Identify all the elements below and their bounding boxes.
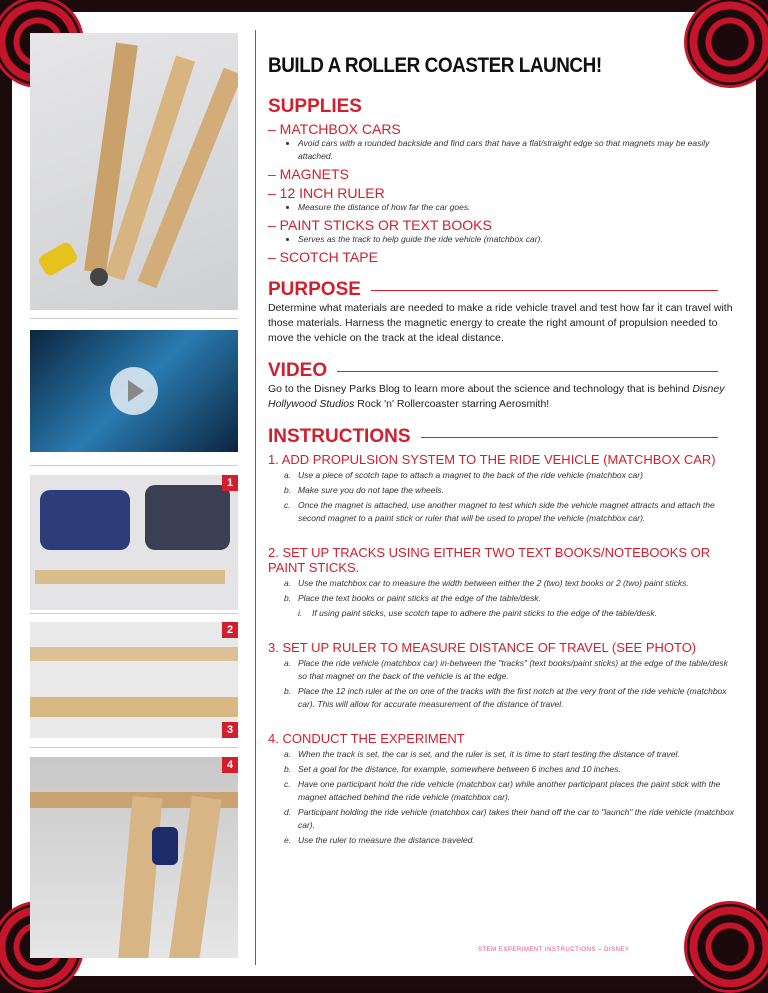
step2-photo: [30, 622, 238, 738]
step-substep: [284, 469, 738, 482]
substep-letter: a.: [284, 749, 292, 759]
step-badge: 3: [222, 722, 238, 738]
divider-line: [255, 30, 256, 965]
substep-text: Use the ruler to measure the distance traveled.: [298, 835, 475, 845]
supplies-list: [268, 121, 738, 265]
step-substep: [284, 657, 738, 683]
step-substep: [284, 592, 738, 605]
substep-text: Place the text books or paint sticks at the edge of the table/desk.: [298, 593, 541, 603]
supply-item: – 12 INCH RULER: [268, 185, 385, 201]
supply-item: – MAGNETS: [268, 166, 349, 182]
supply-item: – PAINT STICKS OR TEXT BOOKS: [268, 217, 492, 233]
substep-text: When the track is set, the car is set, and the ruler is set, it is time to start testing the distance of travel.: [298, 749, 680, 759]
substep-text: Use a piece of scotch tape to attach a magnet to the back of the ride vehicle (matchbox car): [298, 470, 643, 480]
substep-letter: b.: [284, 593, 292, 603]
separator: [30, 465, 238, 466]
supplies-heading: SUPPLIES: [268, 96, 362, 117]
supply-notes: [288, 233, 738, 246]
supply-note: • Serves as the track to help guide the ride vehicle (matchbox car).: [298, 233, 738, 246]
substep-text: Once the magnet is attached, use another magnet to test which side the vehicle magnet attracts and attach the second magnet to a paint stick or ruler that will be used to propel the vehicle (matchbox car).: [298, 500, 715, 523]
instructions-list: [268, 452, 738, 847]
step-badge: 4: [222, 757, 238, 773]
video-heading: VIDEO: [268, 360, 738, 382]
play-icon[interactable]: [110, 367, 158, 415]
supply-note: • Avoid cars with a rounded backside and find cars that have a flat/straight edge so that magnets may be easily attached.: [298, 137, 738, 163]
step-substep: [284, 484, 738, 497]
step-title: 2. SET UP TRACKS USING EITHER TWO TEXT BOOKS/NOTEBOOKS OR PAINT STICKS.: [268, 545, 711, 575]
substep-letter: d.: [284, 807, 292, 817]
substep-text: Place the 12 inch ruler at the on one of the tracks with the first notch at the very front of the ride vehicle (matchbox car). This will allow for accurate measurement of the distance of travel.: [298, 686, 727, 709]
step-title: 4. CONDUCT THE EXPERIMENT: [268, 731, 465, 746]
step-substep: [284, 685, 738, 711]
step-title: 3. SET UP RULER TO MEASURE DISTANCE OF TRAVEL (SEE PHOTO): [268, 640, 697, 655]
video-thumbnail[interactable]: [30, 330, 238, 452]
substep-text: Have one participant hold the ride vehicle (matchbox car) while another participant places the paint stick with the magnet attached behind the ride vehicle (matchbox car).: [298, 779, 721, 802]
park-name: Disney Hollywood Studios: [268, 383, 725, 410]
supplies-photo: [30, 33, 238, 310]
page-title: BUILD A ROLLER COASTER LAUNCH!: [268, 54, 602, 77]
separator: [30, 613, 238, 614]
substep-letter: b.: [284, 485, 292, 495]
step-substep: [284, 577, 738, 590]
step-substep: [284, 834, 738, 847]
substep-text: Place the ride vehicle (matchbox car) in-between the "tracks" (text books/paint sticks) at the edge of the table/desk so that magnet on the back of the vehicle is at the edge.: [298, 658, 728, 681]
step-substep: [284, 748, 738, 761]
supply-item: – SCOTCH TAPE: [268, 249, 378, 265]
separator: [30, 747, 238, 748]
footer-text: STEM EXPERIMENT INSTRUCTIONS – DISNEY: [478, 947, 630, 953]
substep-letter: a.: [284, 658, 292, 668]
step-substep: [284, 763, 738, 776]
substep-text: If using paint sticks, use scotch tape to adhere the paint sticks to the edge of the table/desk.: [312, 608, 657, 618]
supply-note: • Measure the distance of how far the car goes.: [298, 201, 738, 214]
purpose-text: Determine what materials are needed to make a ride vehicle travel and test how far it can travel with those materials. Harness the magnetic energy to create the right amount of propulsion needed to move the vehicle on the track at the ideal distance.: [268, 302, 733, 344]
step-substep: [284, 778, 738, 804]
separator: [30, 318, 238, 319]
video-text: Go to the Disney Parks Blog to learn more about the science and technology that is behind Disney Hollywood Studios Rock 'n' Rollercoaster starring Aerosmith!: [268, 383, 725, 410]
supply-notes: [288, 137, 738, 163]
supply-notes: [288, 201, 738, 214]
substep-letter: a.: [284, 578, 292, 588]
step-substep: [284, 499, 738, 525]
step-badge: 1: [222, 475, 238, 491]
substep-letter: a.: [284, 470, 292, 480]
step-substep: [298, 607, 738, 620]
substep-letter: c.: [284, 779, 291, 789]
step-substep: [284, 806, 738, 832]
substep-text: Participant holding the ride vehicle (matchbox car) takes their hand off the car to "launch" the ride vehicle (matchbox car).: [298, 807, 734, 830]
step1-photo: [30, 475, 238, 610]
substep-letter: i.: [298, 608, 303, 618]
substep-text: Make sure you do not tape the wheels.: [298, 485, 445, 495]
step-badge: 2: [222, 622, 238, 638]
purpose-heading: PURPOSE: [268, 279, 738, 301]
emblem-bottom-right: [684, 901, 768, 993]
instructions-heading: INSTRUCTIONS: [268, 426, 738, 448]
substep-letter: c.: [284, 500, 291, 510]
substep-text: Set a goal for the distance, for example, somewhere between 6 inches and 10 inches.: [298, 764, 621, 774]
substep-letter: b.: [284, 686, 292, 696]
step-title: 1. ADD PROPULSION SYSTEM TO THE RIDE VEHICLE (MATCHBOX CAR): [268, 452, 716, 467]
content-column: [268, 54, 738, 847]
substep-text: Use the matchbox car to measure the width between either the 2 (two) text books or 2 (two) paint sticks.: [298, 578, 689, 588]
step4-photo: [30, 757, 238, 958]
substep-letter: e.: [284, 835, 292, 845]
supply-item: – MATCHBOX CARS: [268, 121, 401, 137]
substep-letter: b.: [284, 764, 292, 774]
